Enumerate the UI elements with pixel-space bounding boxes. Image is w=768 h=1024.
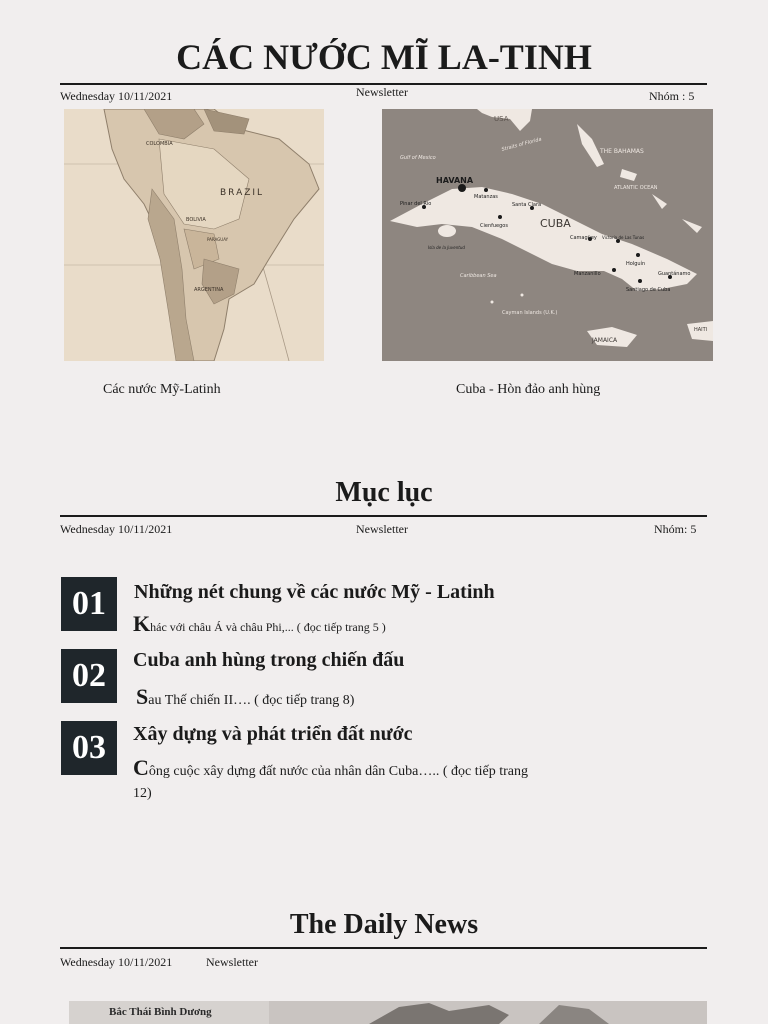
- map-label-jamaica: JAMAICA: [592, 337, 618, 344]
- daily-section: Newsletter: [206, 955, 258, 969]
- daily-map-label: Bắc Thái Bình Dương: [109, 1006, 212, 1018]
- toc-rule: [60, 515, 707, 517]
- map-label-santa-clara: Santa Clara: [512, 202, 542, 208]
- toc-number-2: 02: [61, 649, 117, 703]
- map-label-haiti: HAITI: [694, 327, 708, 333]
- map-label-gulf-of-mexico: Gulf of Mexico: [400, 155, 436, 161]
- map-label-manzanillo: Manzanillo: [574, 271, 601, 277]
- toc-dropcap-1: K: [133, 611, 151, 636]
- toc-heading-2[interactable]: Cuba anh hùng trong chiến đấu: [133, 649, 405, 671]
- toc-dropcap-2: S: [136, 684, 149, 709]
- masthead-date: Wednesday 10/11/2021: [60, 89, 173, 103]
- map-label-cuba: CUBA: [540, 217, 571, 230]
- map-label-paraguay: PARAGUAY: [207, 237, 229, 242]
- toc-summary-text-3: ông cuộc xây dựng đất nước của nhân dân Cuba….. ( đọc tiếp trang 12): [133, 764, 528, 801]
- map-label-santiago-de-cuba: Santiago de Cuba: [626, 287, 671, 293]
- map-label-brazil: BRAZIL: [220, 188, 265, 198]
- map-label-isla-juventud: Isla de la Juventud: [428, 245, 465, 250]
- toc-summary-3: [133, 757, 538, 805]
- map-label-guantanamo: Guantánamo: [658, 271, 691, 277]
- toc-dropcap-3: C: [133, 755, 149, 780]
- page-title: CÁC NƯỚC MĨ LA-TINH: [176, 37, 592, 77]
- toc-section: Newsletter: [356, 522, 408, 536]
- toc-number-1: 01: [61, 577, 117, 631]
- map-label-matanzas: Matanzas: [474, 194, 498, 200]
- toc-group: Nhóm: 5: [654, 522, 697, 536]
- map-label-havana: HAVANA: [436, 176, 474, 185]
- map-label-pinar-del-rio: Pinar del Rio: [400, 201, 432, 207]
- toc-heading-1[interactable]: Những nét chung về các nước Mỹ - Latinh: [134, 581, 495, 603]
- daily-title: The Daily News: [289, 909, 479, 940]
- map-label-cienfuegos: Cienfuegos: [480, 223, 508, 229]
- map-label-holguin: Holguín: [626, 261, 646, 267]
- toc-summary-1: [133, 613, 533, 639]
- toc-title: Mục lục: [335, 477, 433, 508]
- toc-date: Wednesday 10/11/2021: [60, 522, 173, 536]
- map-label-camaguey: Camagüey: [570, 235, 597, 241]
- map-label-atlantic: ATLANTIC OCEAN: [614, 185, 658, 191]
- map-caption-south-america: Các nước Mỹ-Latinh: [103, 382, 221, 397]
- toc-heading-3[interactable]: Xây dựng và phát triển đất nước: [133, 723, 413, 745]
- toc-summary-text-1: hác với châu Á và châu Phi,... ( đọc tiếp trang 5 ): [150, 620, 386, 634]
- daily-rule: [60, 947, 707, 949]
- south-america-map: [64, 109, 324, 361]
- toc-summary-2: [136, 686, 536, 712]
- daily-map: [69, 1001, 707, 1024]
- map-caption-cuba: Cuba - Hòn đảo anh hùng: [456, 382, 601, 397]
- masthead-section: Newsletter: [356, 85, 408, 99]
- map-label-usa: USA: [494, 115, 509, 123]
- map-label-argentina: ARGENTINA: [194, 287, 224, 293]
- map-label-bolivia: BOLIVIA: [186, 217, 206, 223]
- masthead-group: Nhóm : 5: [649, 89, 695, 103]
- map-label-colombia: COLOMBIA: [146, 141, 173, 147]
- map-label-victoria-de-las-tunas: Victoria de Las Tunas: [602, 235, 645, 240]
- daily-date: Wednesday 10/11/2021: [60, 955, 173, 969]
- map-label-straits-of-florida: Straits of Florida: [500, 136, 543, 153]
- toc-number-3: 03: [61, 721, 117, 775]
- map-label-caribbean-sea: Caribbean Sea: [460, 273, 497, 279]
- toc-summary-text-2: au Thế chiến II…. ( đọc tiếp trang 8): [148, 693, 355, 708]
- map-label-bahamas: THE BAHAMAS: [600, 148, 644, 155]
- map-label-cayman: Cayman Islands (U.K.): [502, 310, 558, 316]
- cuba-map: [382, 109, 713, 361]
